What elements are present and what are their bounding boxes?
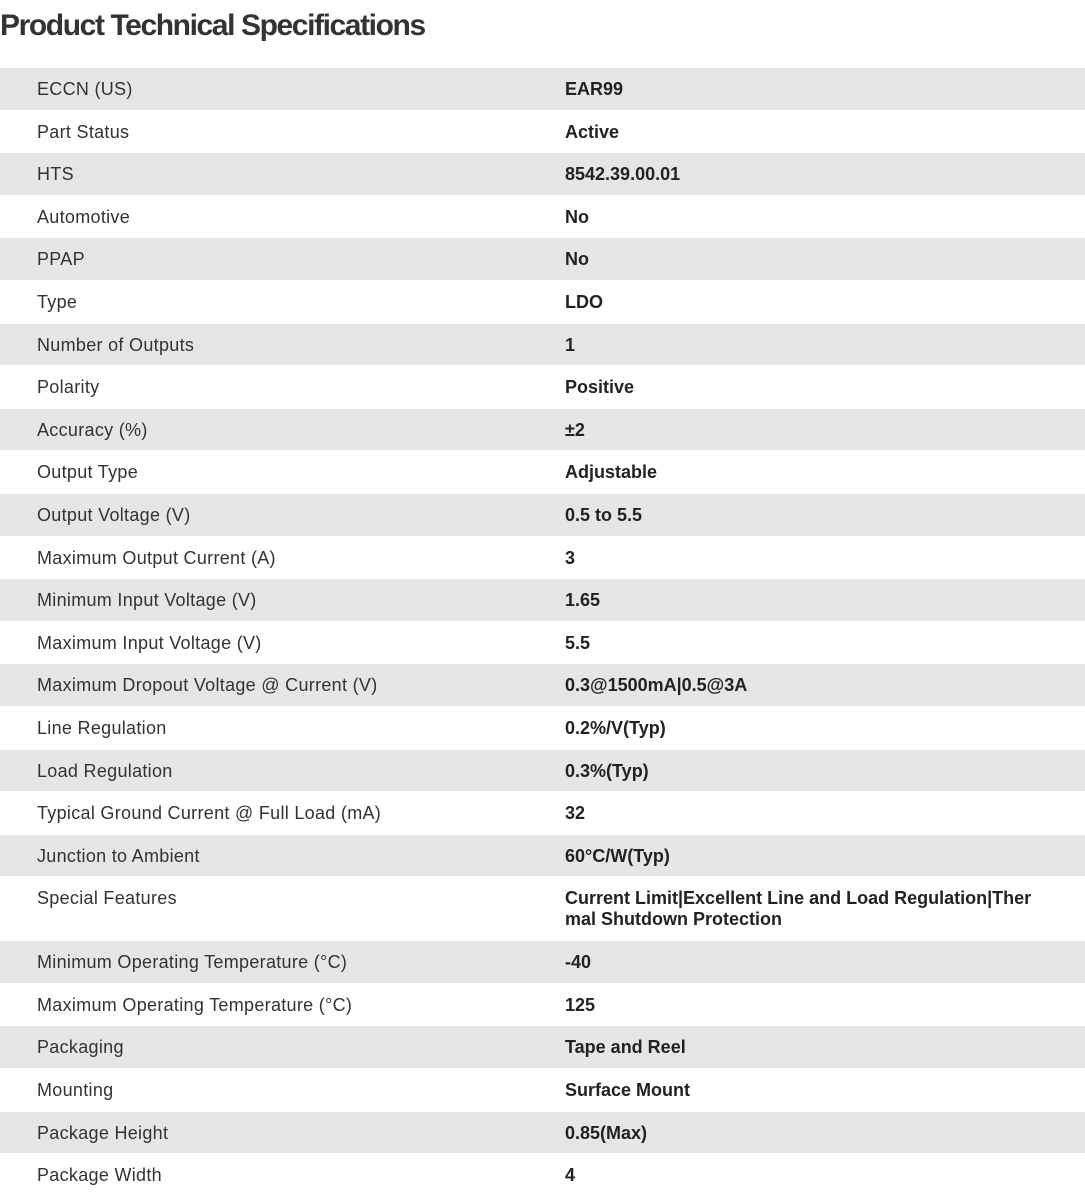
spec-value: No xyxy=(565,206,589,227)
spec-label: HTS xyxy=(37,164,74,185)
spec-row-package-width xyxy=(0,1154,1085,1197)
spec-value: Tape and Reel xyxy=(565,1037,686,1058)
spec-value: Surface Mount xyxy=(565,1080,691,1101)
spec-row-max-output-current xyxy=(0,537,1085,580)
spec-row-line-regulation xyxy=(0,707,1085,750)
spec-row-special-features xyxy=(0,877,1085,941)
spec-label: Maximum Output Current (A) xyxy=(37,547,276,568)
spec-label: Package Height xyxy=(37,1122,169,1143)
spec-value: Current Limit|Excellent Line and Load Regulation|Thermal Shutdown Protection xyxy=(565,888,1032,930)
spec-row-type xyxy=(0,281,1085,324)
spec-row-ground-current xyxy=(0,792,1085,835)
spec-label: Maximum Input Voltage (V) xyxy=(37,632,262,653)
spec-value: 1.65 xyxy=(565,590,601,611)
spec-value: -40 xyxy=(565,952,592,973)
spec-row-max-operating-temp xyxy=(0,984,1085,1027)
spec-row-number-of-outputs xyxy=(0,324,1085,367)
spec-row-eccn xyxy=(0,68,1085,111)
spec-row-min-operating-temp xyxy=(0,941,1085,984)
spec-value: 8542.39.00.01 xyxy=(565,164,681,185)
spec-value: 0.3%(Typ) xyxy=(565,760,649,781)
spec-row-junction-to-ambient xyxy=(0,835,1085,878)
spec-label: Junction to Ambient xyxy=(37,845,200,866)
spec-label: PPAP xyxy=(37,249,85,270)
spec-row-package-height xyxy=(0,1112,1085,1155)
spec-value: 0.2%/V(Typ) xyxy=(565,717,666,738)
spec-value: ±2 xyxy=(565,419,585,440)
spec-row-min-input-voltage xyxy=(0,579,1085,622)
spec-label: Output Type xyxy=(37,462,139,483)
spec-value: LDO xyxy=(565,291,603,312)
spec-label: Packaging xyxy=(37,1037,124,1058)
spec-value: 60°C/W(Typ) xyxy=(565,845,670,866)
spec-value: Active xyxy=(565,121,620,142)
spec-row-part-status xyxy=(0,111,1085,154)
spec-value: EAR99 xyxy=(565,79,624,99)
spec-table xyxy=(0,68,1085,1197)
spec-row-automotive xyxy=(0,196,1085,239)
spec-value: 3 xyxy=(565,547,576,568)
spec-label: Type xyxy=(37,291,78,312)
spec-label: Automotive xyxy=(37,206,131,227)
spec-row-max-input-voltage xyxy=(0,622,1085,665)
spec-row-packaging xyxy=(0,1026,1085,1069)
spec-label: Polarity xyxy=(37,377,100,398)
spec-label: Typical Ground Current @ Full Load (mA) xyxy=(37,803,382,824)
spec-label: Output Voltage (V) xyxy=(37,504,191,525)
spec-row-ppap xyxy=(0,238,1085,281)
spec-value: 0.3@1500mA|0.5@3A xyxy=(565,675,748,696)
spec-label: Special Features xyxy=(37,888,177,909)
spec-row-load-regulation xyxy=(0,750,1085,793)
spec-row-output-voltage xyxy=(0,494,1085,537)
spec-label: Minimum Operating Temperature (°C) xyxy=(37,952,348,973)
spec-label: Minimum Input Voltage (V) xyxy=(37,590,257,611)
spec-value: No xyxy=(565,249,589,270)
spec-label: Part Status xyxy=(37,121,130,142)
spec-label: Maximum Dropout Voltage @ Current (V) xyxy=(37,675,378,696)
spec-row-max-dropout-voltage xyxy=(0,664,1085,707)
spec-label: Number of Outputs xyxy=(37,334,195,355)
spec-value: Positive xyxy=(565,377,635,398)
page-title: Product Technical Specifications xyxy=(0,9,425,42)
spec-label: Line Regulation xyxy=(37,717,167,738)
spec-value: 1 xyxy=(565,334,576,355)
spec-label: ECCN (US) xyxy=(37,79,133,99)
spec-value: 5.5 xyxy=(565,632,591,653)
spec-value: Adjustable xyxy=(565,462,658,483)
spec-row-output-type xyxy=(0,451,1085,494)
spec-label: Maximum Operating Temperature (°C) xyxy=(37,994,353,1015)
spec-value: 0.85(Max) xyxy=(565,1122,648,1143)
spec-value: 125 xyxy=(565,994,596,1015)
spec-row-hts xyxy=(0,153,1085,196)
spec-value: 4 xyxy=(565,1165,576,1186)
spec-label: Accuracy (%) xyxy=(37,419,148,440)
spec-row-polarity xyxy=(0,366,1085,409)
spec-label: Package Width xyxy=(37,1165,162,1186)
spec-row-mounting xyxy=(0,1069,1085,1112)
spec-value: 0.5 to 5.5 xyxy=(565,504,643,525)
spec-row-accuracy xyxy=(0,409,1085,452)
spec-label: Mounting xyxy=(37,1080,114,1101)
spec-value: 32 xyxy=(565,803,586,824)
spec-label: Load Regulation xyxy=(37,760,173,781)
